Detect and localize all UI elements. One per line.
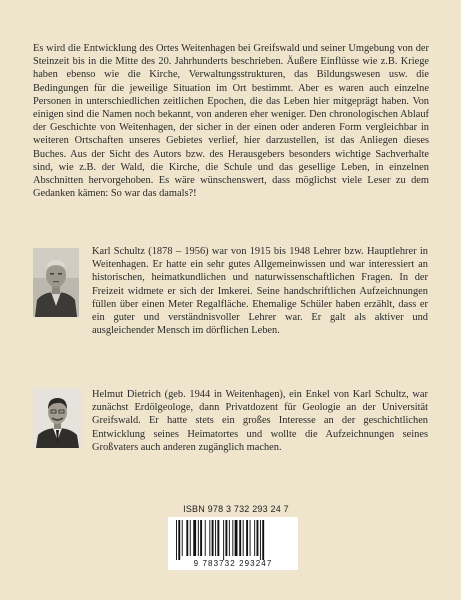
bio-helmut-dietrich: Helmut Dietrich (geb. 1944 in Weitenhagen), ein Enkel von Karl Schultz, war zunächst Erdölgeologe, dann Privatdozent für Geologie an der Universität Greifswald. Er hatte stets ein großes Interesse an der geschichtlichen Entwicklung seines Heimatortes und wollte die Aufzeichnungen seines Großvaters auch anderen zugänglich machen. bbox=[92, 389, 428, 453]
barcode-number: 9 783732 293247 bbox=[193, 559, 273, 568]
isbn-label: ISBN 978 3 732 293 24 7 bbox=[183, 504, 289, 514]
bio-karl-schultz: Karl Schultz (1878 – 1956) war von 1915 bis 1948 Lehrer bzw. Hauptlehrer in Weitenhagen. Er hatte ein sehr gutes Allgemeinwissen und war interessiert an historischen, heimatkundlichen und naturwissenschaftlichen Fragen. In der Freizeit widmete er sich der Imkerei. Seine handschriftlichen Aufzeichnungen füllen über einen Meter Regalfläche. Ehemalige Schüler haben erzählt, dass er ein guter und verständnisvoller Lehrer war. Er galt als aktiver und ausgleichender Mensch im dörflichen Leben. bbox=[92, 246, 428, 337]
intro-paragraph: Es wird die Entwicklung des Ortes Weitenhagen bei Greifswald und seiner Umgebung von der Steinzeit bis in die Mitte des 20. Jahrhunderts beschrieben. Äußere Einflüsse wie z.B. Kriege haben ebenso wie die Kirche, Verwaltungsstrukturen, das Bildungswesen usw. die Bedingungen für die jeweilige Situation im Ort bestimmt. Aber es waren auch einzelne Personen in unterschiedlichen zeitlichen Epochen, die das Leben hier mitgeprägt haben. Von einigen sind die Namen noch bekannt, von anderen eher weniger. Den chronologischen Ablauf der Geschichte von Weitenhagen, der sicher in der einen oder anderen Form vergleichbar in weiteren Ortschaften unseres Gebietes verlief, hier darzustellen, ist das Anliegen dieses Buches. Aus der Sicht des Autors bzw. des Herausgebers besonders wichtige Sachverhalte sind, wie z.B. der Wald, die Kirche, die Schule und das gesellige Leben, in einzelnen Abschnitten hervorgehoben. Es wäre wünschenswert, dass möglichst viele Leser zu dem Gedanken kämen: So war das damals?! bbox=[33, 43, 429, 200]
portrait-karl-schultz bbox=[33, 248, 79, 317]
barcode-bars bbox=[168, 517, 298, 561]
barcode bbox=[168, 517, 298, 570]
portrait-helmut-dietrich bbox=[33, 388, 82, 448]
